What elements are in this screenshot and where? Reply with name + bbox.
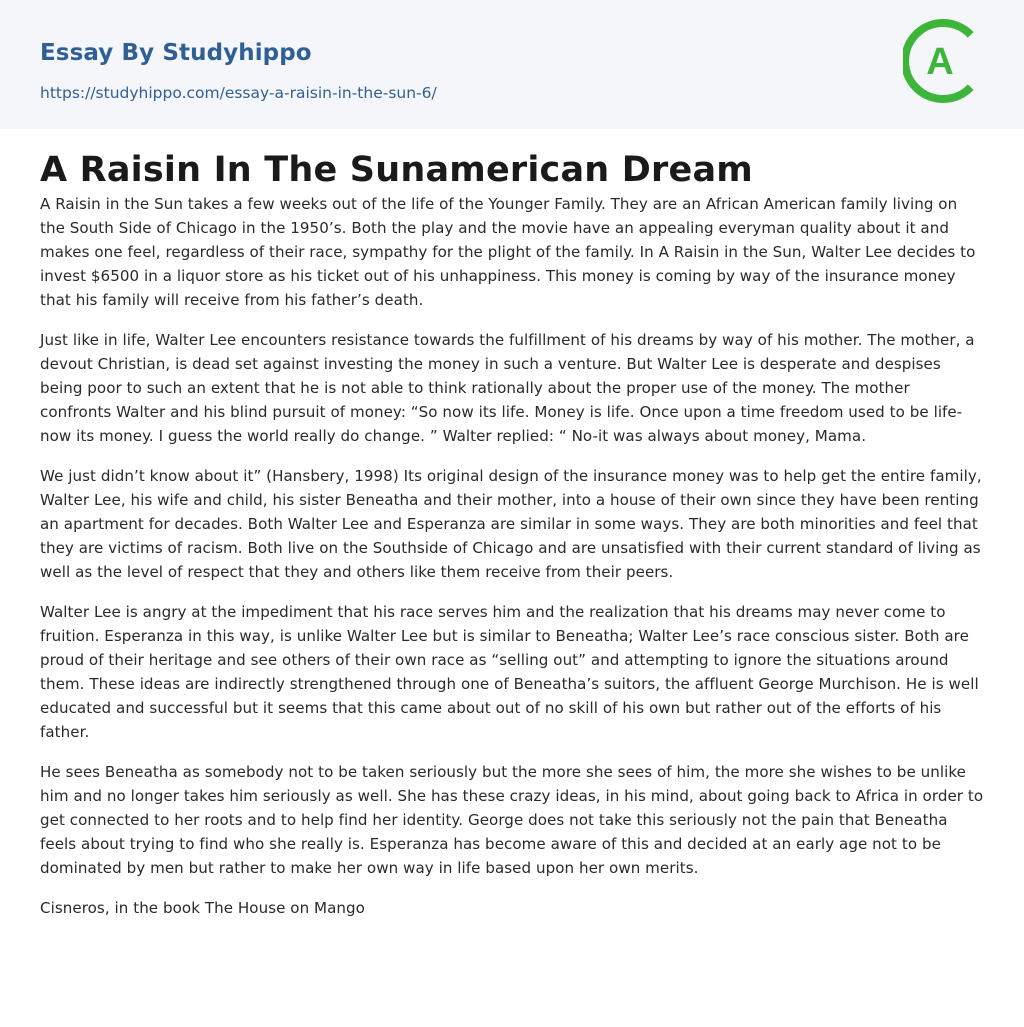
studyhippo-logo-icon[interactable] [903,18,989,104]
article [0,148,1024,920]
page-title: A Raisin In The Sunamerican Dream [40,150,753,190]
paragraph: Cisneros, in the book The House on Mango [40,899,365,917]
paragraph: He sees Beneatha as somebody not to be taken seriously but the more she sees of him, the more she wishes to be unlike him and no longer takes him seriously as well. She has these crazy ideas, in his mind, about going back to Africa in order to get connected to her roots and to help find her identity. George does not take this seriously not the pain that Beneatha feels about trying to find who she really is. Esperanza has become aware of this and decided at an early age not to be dominated by men but rather to make her own way in life based upon her own merits. [40,763,984,877]
paragraph: A Raisin in the Sun takes a few weeks out of the life of the Younger Family. They are an African American family living on the South Side of Chicago in the 1950’s. Both the play and the movie have an appealing everyman quality about it and makes one feel, regardless of their race, sympathy for the plight of the family. In A Raisin in the Sun, Walter Lee decides to invest $6500 in a liquor store as his ticket out of his unhappiness. This money is coming by way of the insurance money that his family will receive from his father’s death. [40,195,976,309]
essay-url-link[interactable]: https://studyhippo.com/essay-a-raisin-in-the-sun-6/ [40,84,437,102]
paragraph: We just didn’t know about it” (Hansbery, 1998) Its original design of the insurance money was to help get the entire family, Walter Lee, his wife and child, his sister Beneatha and their mother, into a house of their own since they have been renting an apartment for decades. Both Walter Lee and Esperanza are similar in some ways. They are both minorities and feel that they are victims of racism. Both live on the Southside of Chicago and are unsatisfied with their current standard of living as well as the level of respect that they and others like them receive from their peers. [40,467,982,581]
article-body [40,192,984,920]
logo-letter: A [926,41,954,83]
site-header [0,0,1024,129]
paragraph: Walter Lee is angry at the impediment that his race serves him and the realization that his dreams may never come to fruition. Esperanza in this way, is unlike Walter Lee but is similar to Beneatha; Walter Lee’s race conscious sister. Both are proud of their heritage and see others of their own race as “selling out” and attempting to ignore the situations around them. These ideas are indirectly strengthened through one of Beneatha’s suitors, the affluent George Murchison. He is well educated and successful but it seems that this came about out of no skill of his own but rather out of the efforts of his father. [40,603,979,741]
paragraph: Just like in life, Walter Lee encounters resistance towards the fulfillment of his dreams by way of his mother. The mother, a devout Christian, is dead set against investing the money in such a venture. But Walter Lee is desperate and despises being poor to such an extent that he is not able to think rationally about the proper use of the money. The mother confronts Walter and his blind pursuit of money: “So now its life. Money is life. Once upon a time freedom used to be life- now its money. I guess the world really do change. ” Walter replied: “ No-it was always about money, Mama. [40,331,975,445]
site-title[interactable]: Essay By Studyhippo [40,40,312,66]
